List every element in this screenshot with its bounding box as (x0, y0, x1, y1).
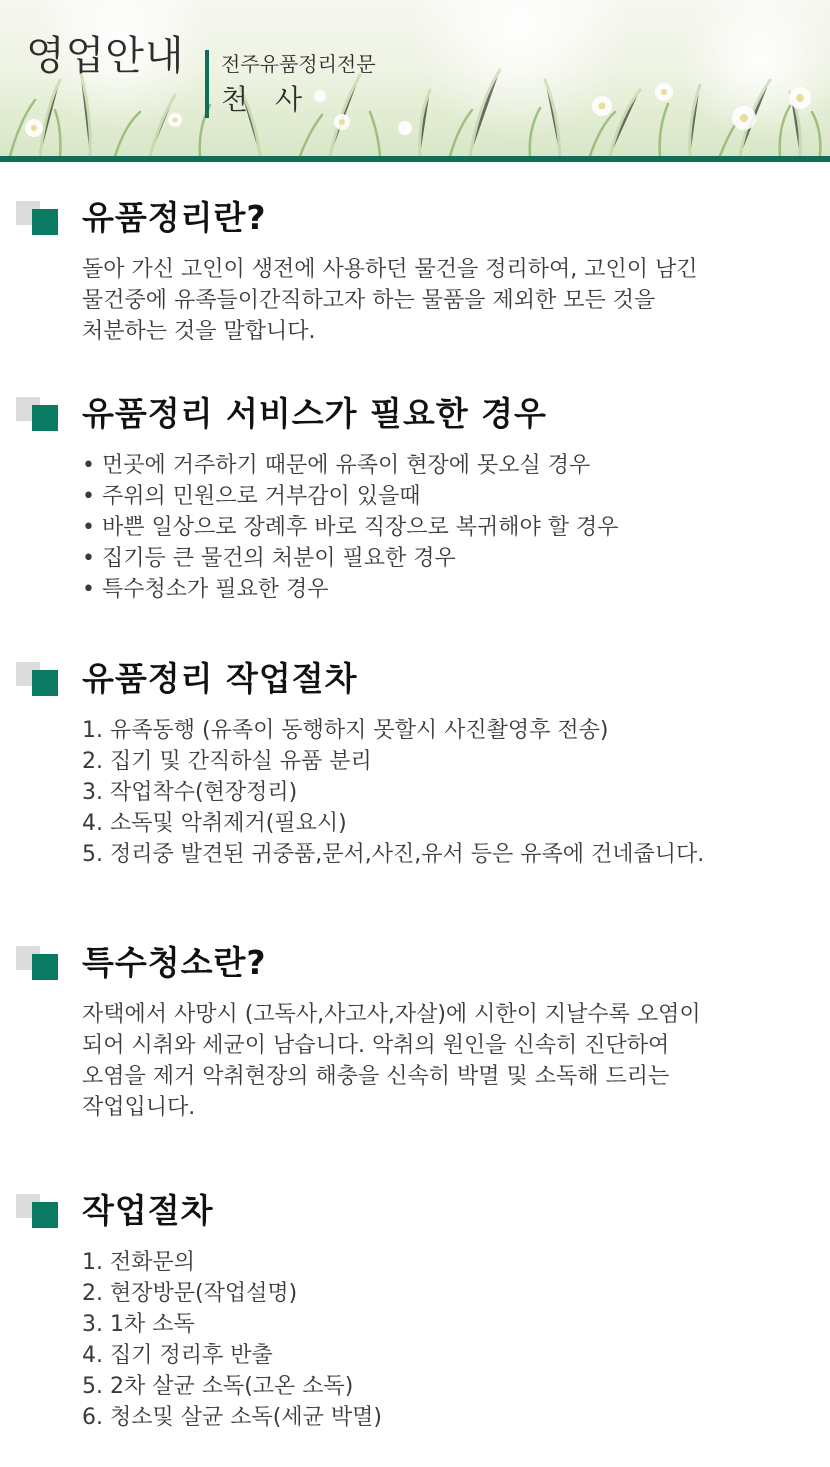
company-tagline: 전주유품정리전문 (221, 52, 376, 76)
section-work-procedure (0, 1189, 830, 1433)
header-banner (0, 0, 830, 156)
square-bullet-icon (16, 946, 62, 978)
list-item: • 집기등 큰 물건의 처분이 필요한 경우 (82, 546, 456, 571)
list-item: 2. 현장방문(작업설명) (82, 1281, 298, 1306)
paragraph-line: 자택에서 사망시 (고독사,사고사,자살)에 시한이 지날수록 오염이 (82, 1002, 701, 1027)
section-title: 유품정리 서비스가 필요한 경우 (82, 394, 547, 433)
paragraph-line: 돌아 가신 고인이 생전에 사용하던 물건을 정리하여, 고인이 남긴 (82, 257, 698, 282)
list-item: • 먼곳에 거주하기 때문에 유족이 현장에 못오실 경우 (82, 453, 591, 478)
section-title: 특수청소란? (82, 943, 267, 982)
list-item: • 주위의 민원으로 거부감이 있을때 (82, 484, 421, 509)
company-name: 천 사 (221, 83, 311, 116)
list-item: 4. 소독및 악취제거(필요시) (82, 811, 347, 836)
list-item: 3. 작업착수(현장정리) (82, 780, 298, 805)
page-title: 영업안내 (26, 33, 185, 79)
paragraph-line: 처분하는 것을 말합니다. (82, 319, 316, 344)
list-item: 2. 집기 및 간직하실 유품 분리 (82, 749, 372, 774)
list-item: 1. 전화문의 (82, 1250, 195, 1275)
list-item: 4. 집기 정리후 반출 (82, 1343, 273, 1368)
section-header (0, 657, 830, 701)
section-cleanup-procedure (0, 657, 830, 870)
section-body (82, 715, 812, 870)
list-item: 1. 유족동행 (유족이 동행하지 못할시 사진촬영후 전송) (82, 718, 609, 743)
list-item: 5. 정리중 발견된 귀중품,문서,사진,유서 등은 유족에 건네줍니다. (82, 842, 705, 867)
title-divider (205, 50, 209, 118)
square-bullet-icon (16, 201, 62, 233)
list-item: • 특수청소가 필요한 경우 (82, 577, 329, 602)
section-body (82, 254, 812, 347)
list-item: 3. 1차 소독 (82, 1312, 195, 1337)
section-title: 유품정리란? (82, 198, 267, 237)
section-title: 작업절차 (82, 1191, 214, 1230)
section-header (0, 196, 830, 240)
section-header (0, 1189, 830, 1233)
section-body (82, 999, 812, 1123)
square-bullet-icon (16, 662, 62, 694)
paragraph-line: 작업입니다. (82, 1095, 196, 1120)
list-item: 6. 청소및 살균 소독(세균 박멸) (82, 1405, 382, 1430)
section-header (0, 392, 830, 436)
paragraph-line: 물건중에 유족들이간직하고자 하는 물품을 제외한 모든 것을 (82, 288, 656, 313)
section-what-is-estate-cleanup (0, 196, 830, 347)
paragraph-line: 되어 시취와 세균이 남습니다. 악취의 원인을 신속히 진단하여 (82, 1033, 670, 1058)
section-title: 유품정리 작업절차 (82, 659, 358, 698)
section-header (0, 941, 830, 985)
square-bullet-icon (16, 1194, 62, 1226)
list-item: 5. 2차 살균 소독(고온 소독) (82, 1374, 354, 1399)
paragraph-line: 오염을 제거 악취현장의 해충을 신속히 박멸 및 소독해 드리는 (82, 1064, 670, 1089)
list-item: • 바쁜 일상으로 장례후 바로 직장으로 복귀해야 할 경우 (82, 515, 619, 540)
square-bullet-icon (16, 397, 62, 429)
section-body (82, 1247, 812, 1433)
header-underline (0, 156, 830, 162)
section-when-service-needed (0, 392, 830, 605)
section-body (82, 450, 812, 605)
section-what-is-special-cleaning (0, 941, 830, 1123)
